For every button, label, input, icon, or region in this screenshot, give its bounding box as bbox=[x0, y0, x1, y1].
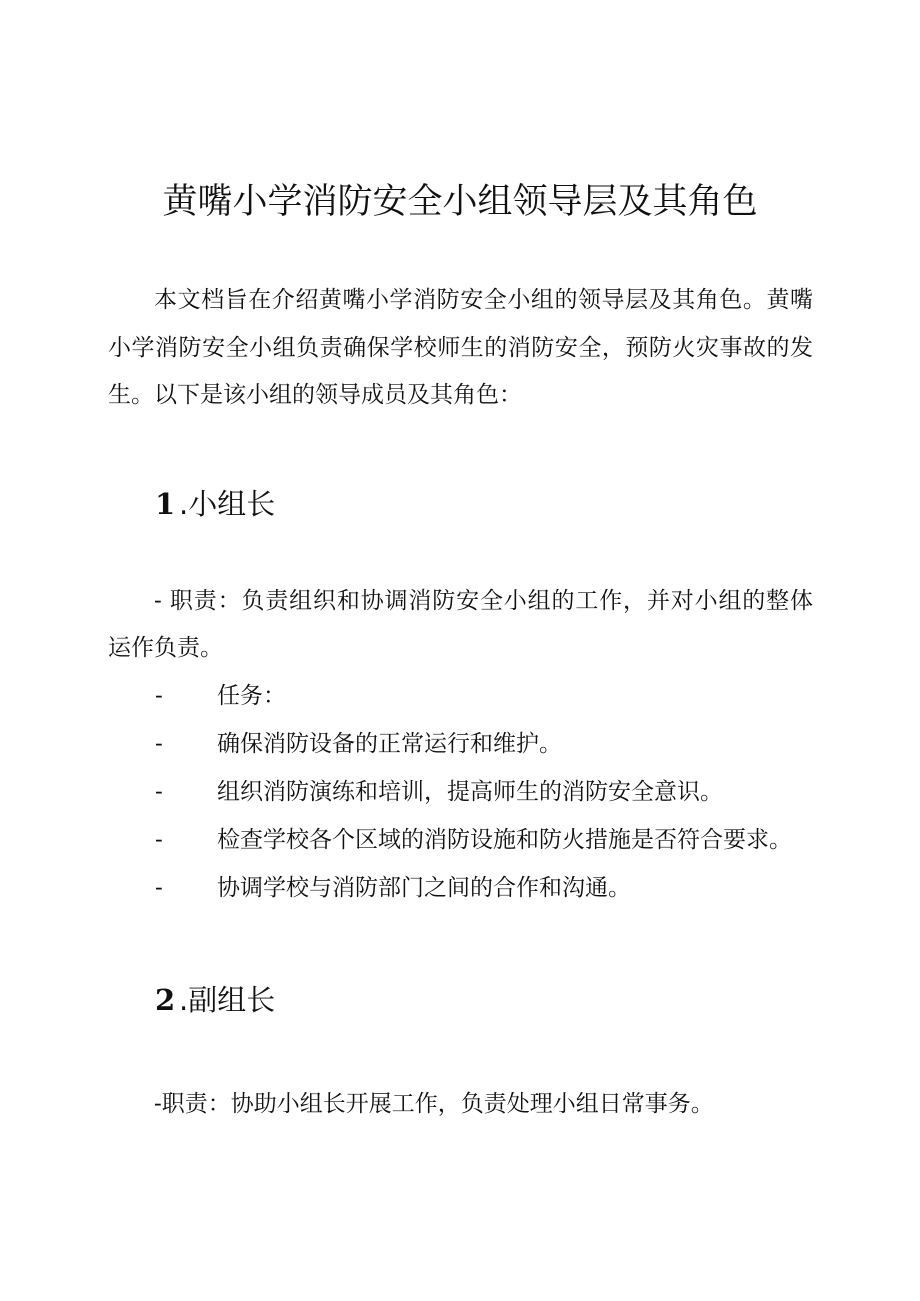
bullet-dash: - bbox=[155, 683, 163, 709]
list-item-text: 确保消防设备的正常运行和维护。 bbox=[217, 731, 562, 757]
intro-paragraph: 本文档旨在介绍黄嘴小学消防安全小组的领导层及其角色。黄嘴小学消防安全小组负责确保学校师生的消防安全，预防火灾事故的发生。以下是该小组的领导成员及其角色： bbox=[108, 287, 813, 408]
section-heading-leader bbox=[155, 484, 275, 524]
deputy-duty-paragraph: -职责：协助小组长开展工作，负责处理小组日常事务。 bbox=[154, 1091, 714, 1117]
document-title: 黄嘴小学消防安全小组领导层及其角色 bbox=[162, 182, 758, 222]
bullet-dash: - bbox=[155, 875, 163, 901]
list-item bbox=[155, 770, 792, 818]
list-item bbox=[155, 722, 792, 770]
section-title: .副组长 bbox=[179, 983, 276, 1017]
list-item bbox=[155, 674, 792, 722]
section-number: 1 bbox=[155, 487, 176, 521]
bullet-dash: - bbox=[155, 779, 163, 805]
list-item-text: 协调学校与消防部门之间的合作和沟通。 bbox=[217, 875, 631, 901]
bullet-dash: - bbox=[155, 827, 163, 853]
list-item-text: 任务： bbox=[217, 683, 286, 709]
bullet-dash: - bbox=[155, 731, 163, 757]
leader-duty-paragraph: - 职责：负责组织和协调消防安全小组的工作，并对小组的整体运作负责。 bbox=[108, 588, 813, 661]
list-item-text: 检查学校各个区域的消防设施和防火措施是否符合要求。 bbox=[217, 827, 792, 853]
section-number: 2 bbox=[155, 983, 176, 1017]
list-item bbox=[155, 866, 792, 914]
section-title: .小组长 bbox=[179, 487, 276, 521]
leader-task-list bbox=[155, 674, 792, 914]
list-item-text: 组织消防演练和培训，提高师生的消防安全意识。 bbox=[217, 779, 723, 805]
section-heading-deputy bbox=[155, 980, 275, 1020]
list-item bbox=[155, 818, 792, 866]
